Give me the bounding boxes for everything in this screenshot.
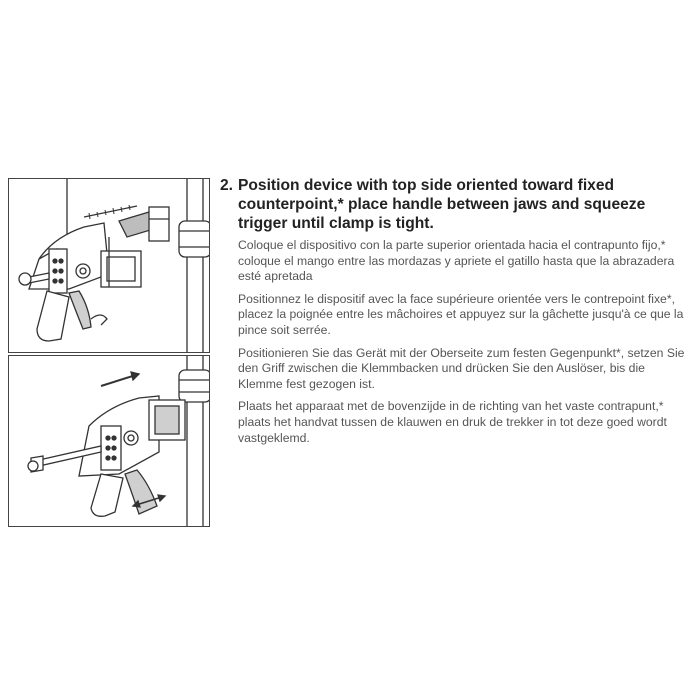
instruction-german: Positionieren Sie das Gerät mit der Oberseite zum festen Gegenpunkt*, setzen Sie den Griff zwischen die Klemmbacken und drücken Sie den Auslöser, bis die Klemme fest gezogen ist.: [238, 345, 685, 391]
step-heading: [220, 176, 690, 233]
step-heading-text: Position device with top side oriented toward fixed counterpoint,* place handle between jaws and squeeze trigger until clamp is tight.: [238, 177, 646, 232]
instruction-dutch: Plaats het apparaat met de bovenzijde in de richting van het vaste contrapunt,* plaats het handvat tussen de klauwen en druk de trekker in tot deze goed wordt vastgeklemd.: [238, 399, 667, 445]
step-illustration-positioning: [8, 178, 210, 353]
instruction-french: Positionnez le dispositif avec la face supérieure orientée vers le contrepoint fixe*, placez la poignée entre les mâchoires et appuyez sur la gâchette jusqu'à ce que la pince soit serrée.: [238, 291, 684, 337]
step-illustration-squeezing: [8, 355, 210, 527]
instruction-spanish: Coloque el dispositivo con la parte superior orientada hacia el contrapunto fijo,* coloque el mango entre las mordazas y apriete el gatillo hasta que la abrazadera esté apretada: [238, 238, 675, 284]
step-number: 2.: [220, 177, 234, 194]
clamp-tool-squeeze-illustration: [9, 356, 209, 526]
instruction-block: [220, 176, 690, 453]
clamp-tool-illustration: [9, 179, 209, 352]
